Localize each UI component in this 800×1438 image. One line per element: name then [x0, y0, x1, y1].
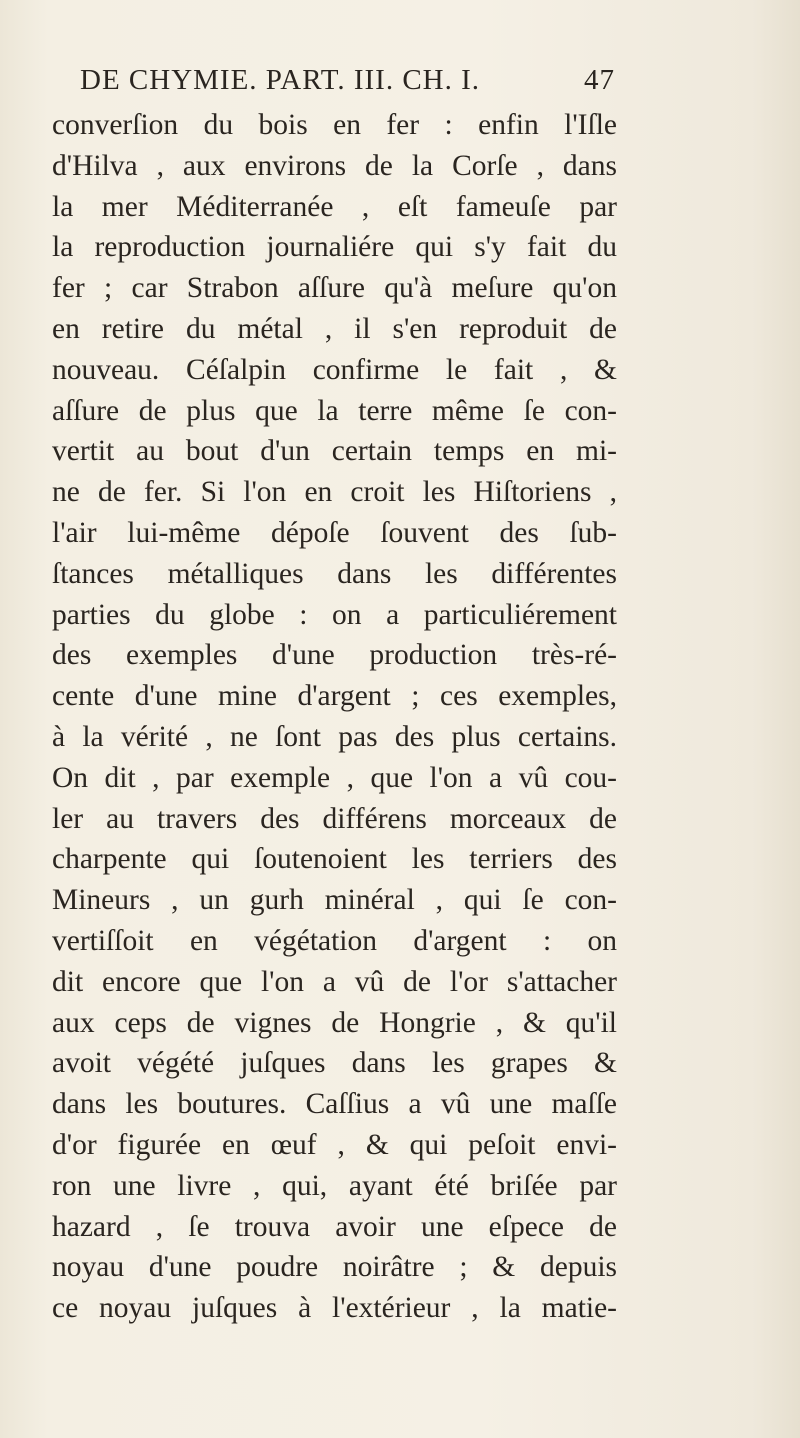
- text-line: charpente qui ſoutenoient les terriers des: [52, 843, 617, 876]
- text-line: des exemples d'une production très-ré-: [52, 639, 617, 672]
- text-line: à la vérité , ne ſont pas des plus certains.: [52, 720, 617, 753]
- running-head: DE CHYMIE. PART. III. CH. I.: [80, 64, 481, 96]
- text-line: en retire du métal , il s'en reproduit de: [52, 312, 617, 345]
- text-line: nouveau. Céſalpin confirme le fait , &: [52, 353, 617, 386]
- text-line: noyau d'une poudre noirâtre ; & depuis: [52, 1251, 617, 1284]
- text-line: dit encore que l'on a vû de l'or s'attacher: [52, 965, 617, 998]
- text-line: la reproduction journaliére qui s'y fait du: [52, 231, 617, 264]
- text-line: cente d'une mine d'argent ; ces exemples,: [52, 680, 617, 713]
- text-line: fer ; car Strabon aſſure qu'à meſure qu'on: [52, 272, 617, 305]
- text-line: d'Hilva , aux environs de la Corſe , dans: [52, 149, 617, 182]
- text-line: la mer Méditerranée , eſt fameuſe par: [52, 190, 617, 223]
- text-line: ler au travers des différens morceaux de: [52, 802, 617, 835]
- body-text: [52, 105, 617, 1329]
- text-line: vertiſſoit en végétation d'argent : on: [52, 924, 617, 957]
- text-line: parties du globe : on a particuliérement: [52, 598, 617, 631]
- text-line: Mineurs , un gurh minéral , qui ſe con-: [52, 884, 617, 917]
- text-line: converſion du bois en fer : enfin l'Iſle: [52, 109, 617, 141]
- text-line: l'air lui-même dépoſe ſouvent des ſub-: [52, 516, 617, 549]
- page-header: [80, 64, 615, 108]
- text-line: d'or figurée en œuf , & qui peſoit envi-: [52, 1128, 617, 1161]
- text-line: vertit au bout d'un certain temps en mi-: [52, 435, 617, 468]
- text-line: On dit , par exemple , que l'on a vû cou-: [52, 761, 617, 794]
- text-line: ron une livre , qui, ayant été briſée par: [52, 1169, 617, 1202]
- text-line: aſſure de plus que la terre même ſe con-: [52, 394, 617, 427]
- text-line: ce noyau juſques à l'extérieur , la matie-: [52, 1292, 617, 1325]
- page-number: 47: [584, 64, 615, 96]
- text-line: hazard , ſe trouva avoir une eſpece de: [52, 1210, 617, 1243]
- text-line: dans les boutures. Caſſius a vû une maſſe: [52, 1088, 617, 1121]
- text-line: aux ceps de vignes de Hongrie , & qu'il: [52, 1006, 617, 1039]
- text-line: ne de fer. Si l'on en croit les Hiſtoriens ,: [52, 476, 617, 509]
- text-line: ſtances métalliques dans les différentes: [52, 557, 617, 590]
- text-line: avoit végété juſques dans les grapes &: [52, 1047, 617, 1080]
